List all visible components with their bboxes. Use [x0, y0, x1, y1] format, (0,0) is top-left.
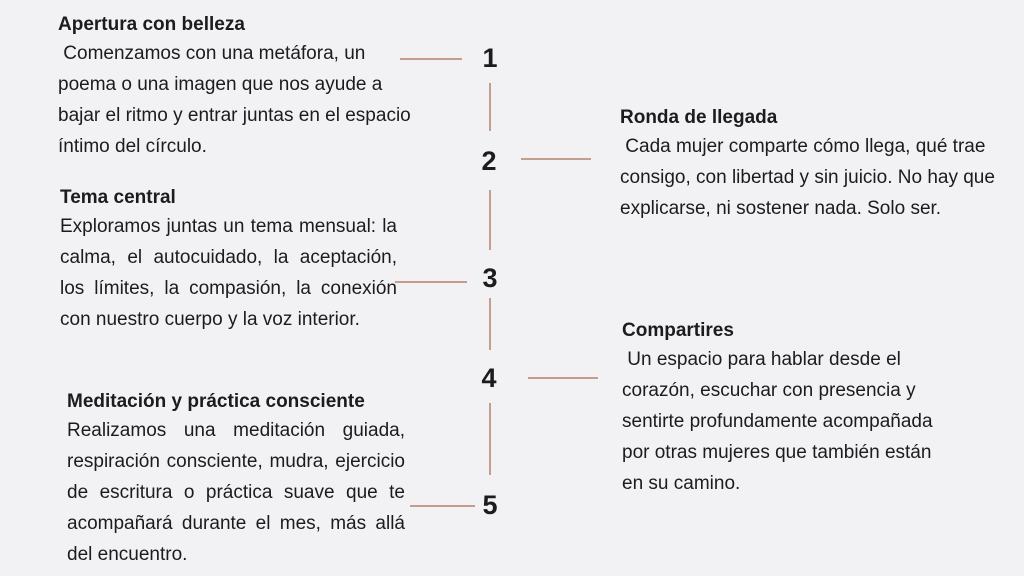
timeline-segment-3-4: [489, 298, 491, 350]
step-number-3: 3: [482, 263, 498, 293]
step-3-text: Exploramos juntas un tema mensual: la calma, el autocuidado, la aceptación, los límites, la compasión, la conexión con nuestro cuerpo y la voz interior.: [60, 216, 397, 330]
timeline-segment-2-3: [489, 190, 491, 250]
step-1-text: Comenzamos con una metáfora, un poema o una imagen que nos ayude a bajar el ritmo y entrar juntas en el espacio íntimo del círculo.: [58, 43, 417, 157]
connector-3: [395, 281, 467, 283]
step-1-title: Apertura con belleza: [58, 14, 245, 35]
step-number-2: 2: [481, 146, 497, 176]
step-4-title: Compartires: [622, 320, 734, 341]
step-2-text: Cada mujer comparte cómo llega, qué trae consigo, con libertad y sin juicio. No hay que explicarse, ni sostener nada. Solo ser.: [620, 136, 1001, 219]
step-number-4: 4: [481, 363, 497, 393]
step-number-1: 1: [482, 43, 498, 73]
connector-5: [410, 505, 475, 507]
step-2-title: Ronda de llegada: [620, 107, 778, 128]
step-2: [620, 105, 1001, 224]
step-4-text: Un espacio para hablar desde el corazón, escuchar con presencia y sentirte profundamente acompañada por otras mujeres que también están en su camino.: [622, 349, 938, 494]
step-5-title: Meditación y práctica consciente: [67, 391, 365, 412]
timeline-segment-1-2: [489, 83, 491, 131]
step-4: [622, 318, 957, 499]
connector-4: [528, 377, 598, 379]
connector-2: [521, 158, 591, 160]
step-5-text: Realizamos una meditación guiada, respiración consciente, mudra, ejercicio de escritura o práctica suave que te acompañará durante el mes, más allá del encuentro.: [67, 420, 405, 565]
step-5: [67, 389, 405, 570]
step-1: [58, 12, 428, 162]
step-3: [60, 185, 397, 335]
timeline-segment-4-5: [489, 403, 491, 475]
step-3-title: Tema central: [60, 187, 176, 208]
step-number-5: 5: [482, 490, 498, 520]
